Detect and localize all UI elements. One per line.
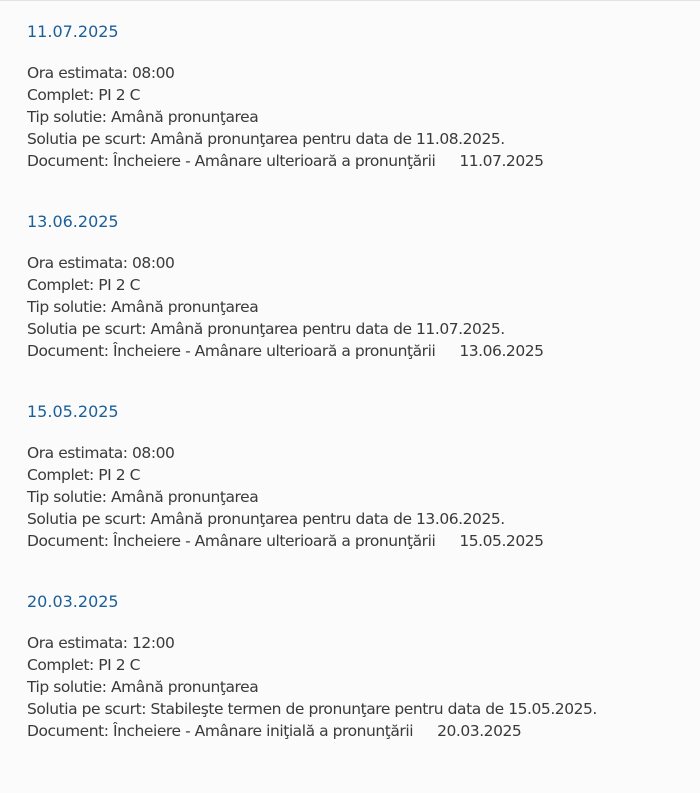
estimated-time: Ora estimata: 08:00: [27, 444, 175, 462]
document-date: 15.05.2025: [459, 532, 544, 550]
document-label: Document: Încheiere - Amânare iniţială a pronunţării: [27, 722, 414, 740]
panel: Complet: PI 2 C: [27, 656, 141, 674]
session-entry: [27, 591, 690, 742]
panel: Complet: PI 2 C: [27, 86, 141, 104]
document-row: [27, 340, 690, 362]
estimated-time: Ora estimata: 12:00: [27, 634, 175, 652]
document-date: 11.07.2025: [459, 152, 544, 170]
document-date: 20.03.2025: [437, 722, 522, 740]
estimated-time: Ora estimata: 08:00: [27, 64, 175, 82]
document-date: 13.06.2025: [459, 342, 544, 360]
session-date: 20.03.2025: [27, 592, 119, 611]
sessions-list: [27, 21, 690, 742]
document-row: [27, 150, 690, 172]
solution-summary: Solutia pe scurt: Amână pronunţarea pentru data de 11.07.2025.: [27, 320, 505, 338]
document-row: [27, 720, 690, 742]
session-entry: [27, 401, 690, 552]
solution-type: Tip solutie: Amână pronunţarea: [27, 108, 259, 126]
document-label: Document: Încheiere - Amânare ulterioară a pronunţării: [27, 342, 436, 360]
top-divider: [0, 0, 700, 1]
solution-type: Tip solutie: Amână pronunţarea: [27, 678, 259, 696]
solution-type: Tip solutie: Amână pronunţarea: [27, 298, 259, 316]
session-entry: [27, 211, 690, 362]
session-entry: [27, 21, 690, 172]
panel: Complet: PI 2 C: [27, 276, 141, 294]
session-date: 11.07.2025: [27, 22, 119, 41]
session-date: 15.05.2025: [27, 402, 119, 421]
solution-summary: Solutia pe scurt: Amână pronunţarea pentru data de 13.06.2025.: [27, 510, 505, 528]
panel: Complet: PI 2 C: [27, 466, 141, 484]
solution-summary: Solutia pe scurt: Amână pronunţarea pentru data de 11.08.2025.: [27, 130, 505, 148]
session-date: 13.06.2025: [27, 212, 119, 231]
document-label: Document: Încheiere - Amânare ulterioară a pronunţării: [27, 152, 436, 170]
estimated-time: Ora estimata: 08:00: [27, 254, 175, 272]
solution-summary: Solutia pe scurt: Stabileşte termen de pronunţare pentru data de 15.05.2025.: [27, 700, 597, 718]
document-label: Document: Încheiere - Amânare ulterioară a pronunţării: [27, 532, 436, 550]
solution-type: Tip solutie: Amână pronunţarea: [27, 488, 259, 506]
document-row: [27, 530, 690, 552]
